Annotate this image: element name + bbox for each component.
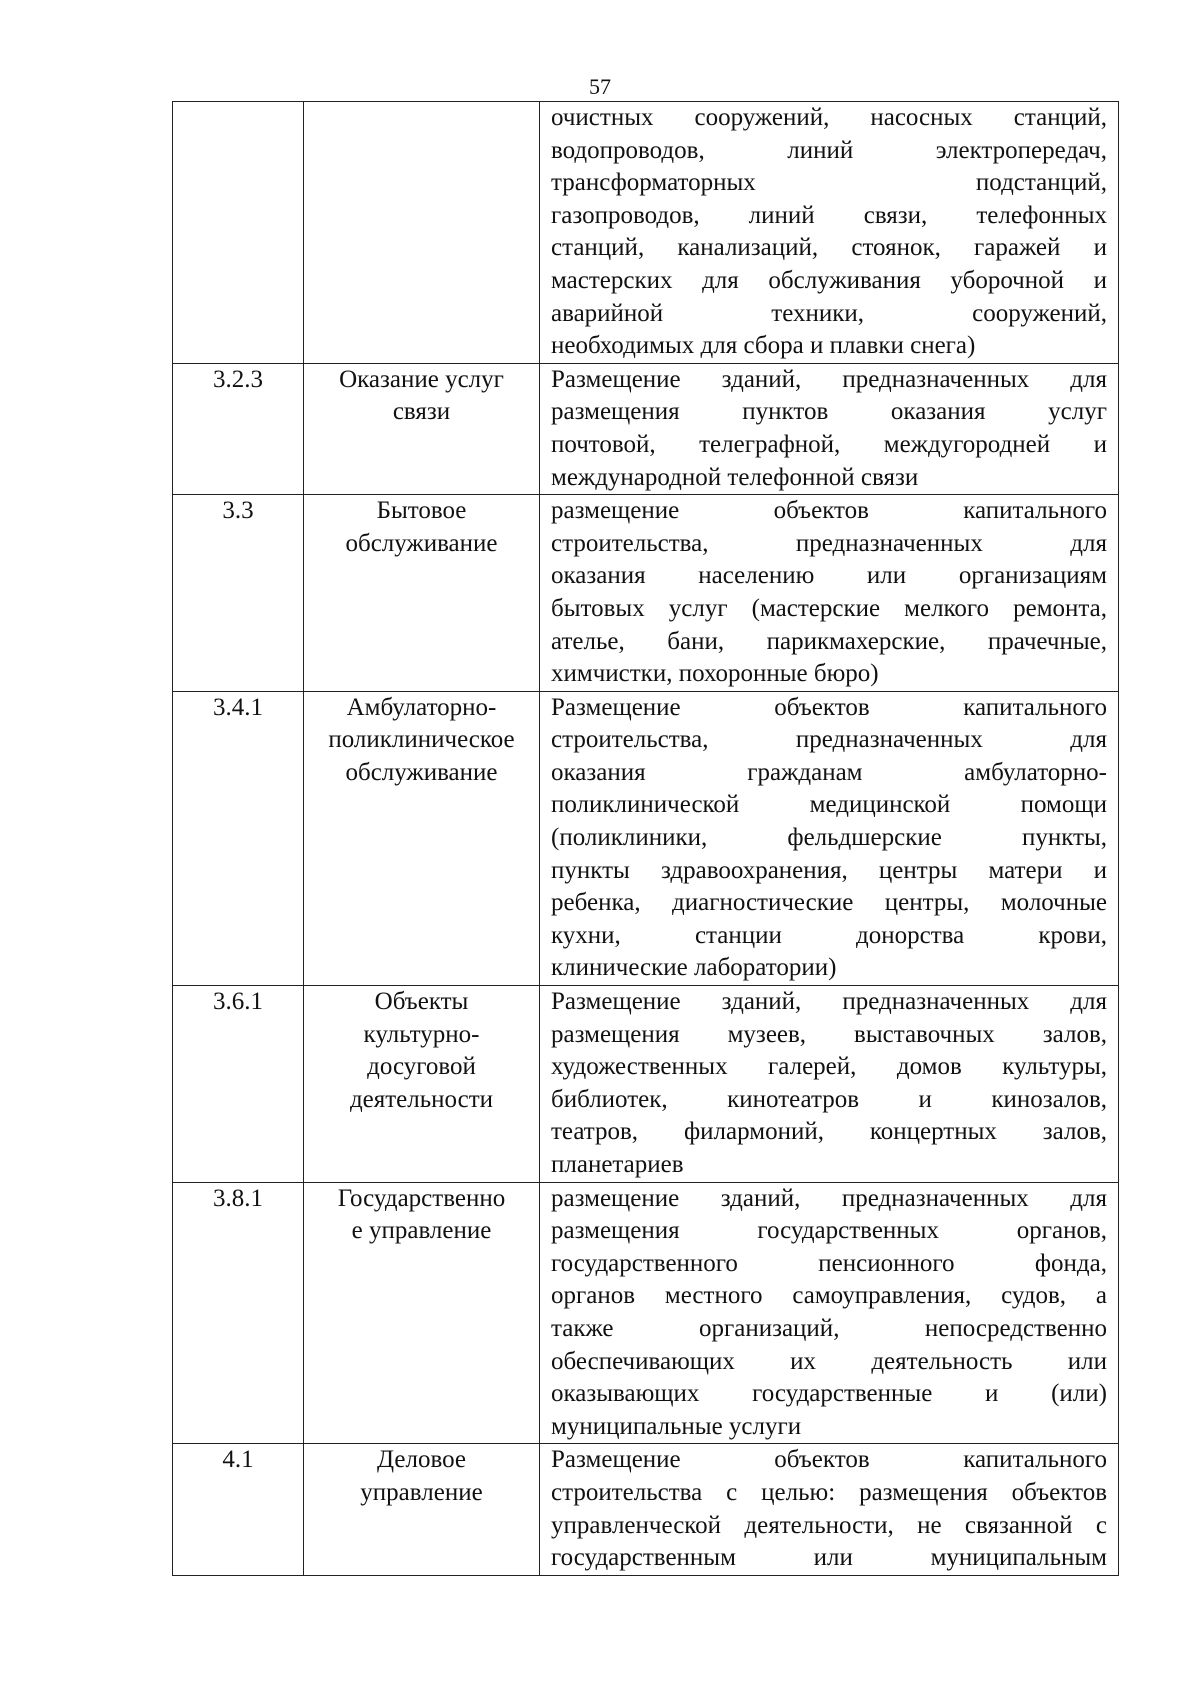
description-cell [540, 363, 1119, 494]
description-line: Размещение зданий, предназначенных для [551, 365, 1107, 393]
name-cell [304, 102, 540, 364]
description-line: художественных галерей, домов культуры, [551, 1053, 1107, 1081]
description-line: государственным или муниципальным [551, 1544, 1107, 1572]
description-line: почтовой, телеграфной, междугородней и [551, 430, 1107, 458]
description-line: размещение зданий, предназначенных для [551, 1184, 1107, 1212]
name-line: обслуживание [345, 529, 498, 557]
description-line: трансформаторных подстанций, [551, 169, 1107, 197]
name-line: деятельности [349, 1085, 494, 1113]
description-cell [540, 1444, 1119, 1575]
description-line: ребенка, диагностические центры, молочные [551, 889, 1107, 917]
description-cell [540, 495, 1119, 692]
name-line: досуговой [367, 1053, 476, 1081]
description-line: Размещение зданий, предназначенных для [551, 988, 1107, 1016]
code-cell [173, 102, 304, 364]
name-cell [304, 363, 540, 494]
table-row [173, 102, 1119, 364]
name-line: обслуживание [345, 758, 498, 786]
code-cell: 3.8.1 [173, 1182, 304, 1444]
description-line: обеспечивающих их деятельность или [551, 1347, 1107, 1375]
table-row [173, 691, 1119, 985]
name-cell [304, 691, 540, 985]
table-row [173, 495, 1119, 692]
description-line: Размещение объектов капитального [551, 1446, 1107, 1474]
table-row [173, 1182, 1119, 1444]
description-cell [540, 986, 1119, 1183]
description-line: водопроводов, линий электропередач, [551, 136, 1107, 164]
description-line: управленческой деятельности, не связанной с [551, 1511, 1107, 1539]
page-number: 57 [589, 74, 611, 99]
description-line: размещения пунктов оказания услуг [551, 398, 1107, 426]
land-use-table [172, 101, 1119, 1576]
name-line: е управление [351, 1217, 492, 1245]
name-line: связи [392, 398, 451, 426]
code-cell: 4.1 [173, 1444, 304, 1575]
code-cell: 3.4.1 [173, 691, 304, 985]
description-cell [540, 102, 1119, 364]
name-line: Деловое [377, 1446, 466, 1474]
code-cell: 3.6.1 [173, 986, 304, 1183]
description-line: бытовых услуг (мастерские мелкого ремонта, [551, 594, 1107, 622]
description-line: пункты здравоохранения, центры матери и [551, 856, 1107, 884]
table-row [173, 1444, 1119, 1575]
description-line: ателье, бани, парикмахерские, прачечные, [551, 627, 1107, 655]
description-line: аварийной техники, сооружений, [551, 299, 1107, 327]
name-cell [304, 986, 540, 1183]
description-line: размещения государственных органов, [551, 1217, 1107, 1245]
name-line: управление [360, 1478, 483, 1506]
description-cell [540, 691, 1119, 985]
name-line: Бытовое [376, 497, 467, 525]
description-line: химчистки, похоронные бюро) [551, 660, 879, 688]
description-line: Размещение объектов капитального [551, 693, 1107, 721]
name-line: Объекты [374, 988, 469, 1016]
name-cell [304, 1444, 540, 1575]
description-line: международной телефонной связи [551, 463, 919, 491]
description-line: необходимых для сбора и плавки снега) [551, 332, 976, 360]
name-line: Оказание услуг [339, 365, 504, 393]
description-line: оказывающих государственные и (или) [551, 1380, 1107, 1408]
name-cell [304, 495, 540, 692]
description-line: строительства, предназначенных для [551, 529, 1107, 557]
description-line: библиотек, кинотеатров и кинозалов, [551, 1085, 1107, 1113]
code-cell: 3.3 [173, 495, 304, 692]
name-line: культурно- [363, 1020, 480, 1048]
description-line: оказания гражданам амбулаторно- [551, 758, 1107, 786]
name-line: Государственно [337, 1184, 506, 1212]
description-line: очистных сооружений, насосных станций, [551, 104, 1107, 131]
description-line: (поликлиники, фельдшерские пункты, [551, 824, 1107, 852]
description-line: также организаций, непосредственно [551, 1314, 1107, 1342]
description-line: газопроводов, линий связи, телефонных [551, 201, 1107, 229]
description-line: размещение объектов капитального [551, 497, 1107, 525]
name-line: Амбулаторно- [346, 693, 497, 721]
name-line: поликлиническое [328, 726, 515, 754]
description-line: театров, филармоний, концертных залов, [551, 1118, 1107, 1146]
description-line: размещения музеев, выставочных залов, [551, 1020, 1107, 1048]
description-line: строительства, предназначенных для [551, 726, 1107, 754]
table-row [173, 363, 1119, 494]
description-line: муниципальные услуги [551, 1412, 802, 1440]
description-line: строительства с целью: размещения объектов [551, 1478, 1107, 1506]
name-cell [304, 1182, 540, 1444]
code-cell: 3.2.3 [173, 363, 304, 494]
description-line: планетариев [551, 1151, 684, 1178]
description-line: поликлинической медицинской помощи [551, 791, 1107, 819]
description-cell [540, 1182, 1119, 1444]
description-line: станций, канализаций, стоянок, гаражей и [551, 234, 1107, 262]
description-line: органов местного самоуправления, судов, а [551, 1282, 1107, 1310]
table-row [173, 986, 1119, 1183]
description-line: мастерских для обслуживания уборочной и [551, 266, 1107, 294]
description-line: государственного пенсионного фонда, [551, 1249, 1107, 1277]
description-line: кухни, станции донорства крови, [551, 921, 1107, 949]
description-line: клинические лаборатории) [551, 954, 837, 982]
description-line: оказания населению или организациям [551, 562, 1107, 590]
